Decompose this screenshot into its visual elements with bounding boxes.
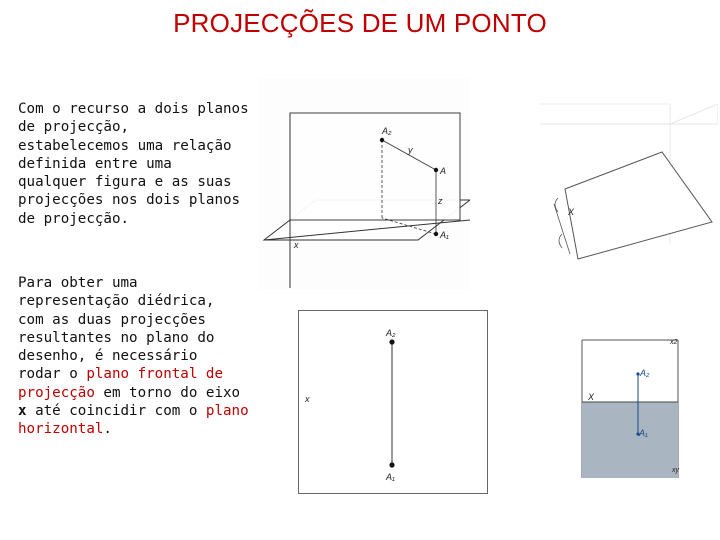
rotation-line: representação diédrica, — [18, 293, 215, 310]
intro-line: qualquer figura e as suas — [18, 174, 232, 191]
intro-line: definida entre uma — [18, 155, 172, 172]
rotation-line — [18, 365, 254, 383]
label-y: y — [408, 145, 413, 155]
rotation-line — [18, 420, 254, 438]
horizontal-plane-term: plano — [205, 403, 249, 420]
figure-rotating-plane — [540, 94, 718, 284]
label-x: X — [588, 392, 595, 402]
point-a2 — [380, 138, 384, 142]
label-a1: A₁ — [440, 230, 449, 240]
intro-line: projecções nos dois planos — [18, 192, 241, 209]
rotation-line — [18, 384, 254, 402]
label-x: x — [294, 240, 299, 250]
intro-line: de projecção. — [18, 210, 130, 227]
figure-epure — [298, 310, 488, 494]
point-a1 — [389, 462, 394, 467]
point-a1 — [434, 232, 438, 236]
point-a — [434, 168, 438, 172]
figure-coincident-planes — [560, 330, 688, 478]
label-x: x — [305, 394, 310, 404]
horizontal-plane-term: horizontal — [18, 421, 104, 438]
label-a2: A₂ — [640, 368, 650, 378]
label-z: z — [438, 196, 443, 206]
label-a1: A₁ — [639, 428, 648, 438]
rotation-line: desenho, é necessário — [18, 348, 198, 365]
intro-line: de projecção, — [18, 119, 130, 136]
label-a1: A₁ — [386, 472, 395, 482]
frontal-plane — [290, 113, 460, 220]
label-a2: A₂ — [386, 328, 396, 338]
figure-3d-planes — [258, 78, 470, 290]
label-xy: xy — [672, 467, 679, 474]
rotation-line: resultantes no plano do — [18, 329, 215, 346]
frontal-plane-term: projecção — [18, 384, 95, 401]
text-run: em torno do eixo — [94, 384, 241, 401]
point-a2 — [389, 339, 394, 344]
text-run: até coincidir com o — [26, 403, 206, 420]
page-title: PROJECÇÕES DE UM PONTO — [173, 8, 547, 38]
axis-x-term: x — [18, 403, 27, 420]
label-x: X — [568, 207, 575, 217]
intro-paragraph — [18, 100, 254, 228]
label-a2: A₂ — [382, 126, 392, 136]
frontal-plane-term: plano frontal de — [86, 366, 224, 383]
rotation-line: Para obter uma — [18, 275, 138, 291]
rotation-line — [18, 402, 254, 420]
text-run: . — [103, 421, 112, 438]
label-a: A — [440, 166, 447, 176]
text-run: rodar o — [18, 366, 87, 383]
intro-line: Com o recurso a dois planos — [18, 101, 249, 117]
label-x2: x2 — [670, 339, 678, 346]
horizontal-plane-shaded — [582, 402, 678, 478]
rotation-paragraph — [18, 274, 254, 439]
intro-line: estabelecemos uma relação — [18, 137, 232, 154]
rotation-line: com as duas projecções — [18, 311, 206, 328]
